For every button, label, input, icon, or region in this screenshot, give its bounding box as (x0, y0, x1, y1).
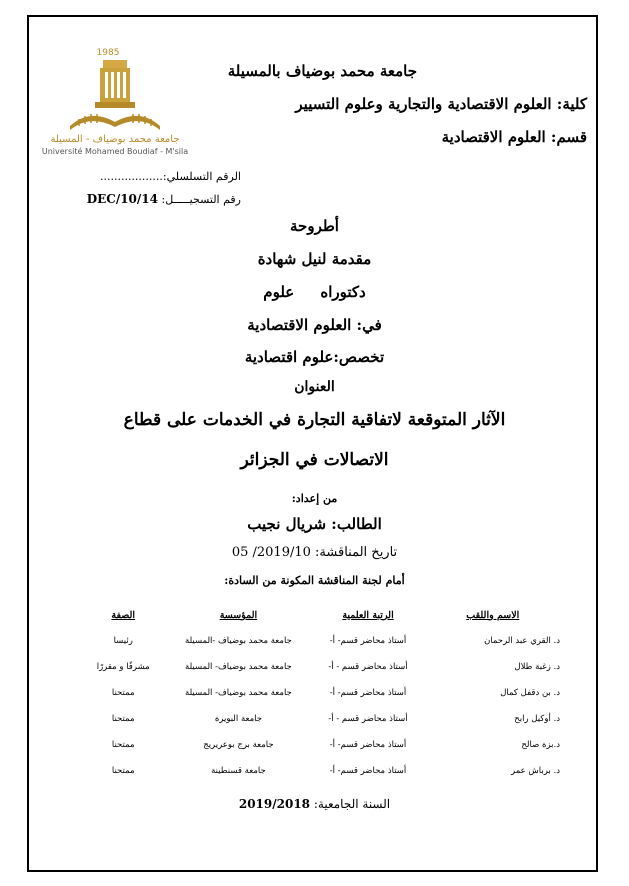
jury-role: ممتحنا (111, 766, 135, 776)
committee-intro: أمام لجنة المناقشة المكونة من السادة: (224, 574, 405, 587)
jury-institution: جامعة محمد بوضياف- المسيلة (185, 688, 292, 698)
thesis-degree: دكتوراه علوم (263, 283, 366, 301)
jury-role: مشرفًا و مقررًا (96, 662, 150, 672)
logo-arabic-name: جامعة محمد بوضياف - المسيلة (50, 134, 180, 145)
jury-role: ممتحنا (111, 688, 135, 698)
university-logo (40, 48, 190, 158)
table-row (80, 758, 560, 784)
logo-emblem-icon (65, 56, 165, 134)
table-row (80, 680, 560, 706)
jury-rank: أستاذ محاضر قسم- أ- (329, 636, 407, 646)
serial-label: الرقم التسلسلي: (162, 170, 241, 183)
student-name: الطالب: شريال نجيب (247, 515, 382, 533)
serial-number (100, 170, 241, 183)
university-name: جامعة محمد بوضياف بالمسيلة (227, 62, 417, 80)
jury-rank: أستاذ محاضر قسم - أ- (328, 714, 408, 724)
academic-year (0, 797, 629, 811)
jury-name: د. بن دقفل كمال (500, 688, 560, 698)
jury-rank: أستاذ محاضر قسم- أ- (329, 740, 407, 750)
header-institution: المؤسسة (219, 609, 258, 621)
table-row (80, 654, 560, 680)
jury-role: ممتحنا (111, 714, 135, 724)
thesis-submitted: مقدمة لنيل شهادة (257, 250, 372, 268)
faculty-name: كلية: العلوم الاقتصادية والتجارية وعلوم التسيير (295, 95, 587, 113)
defense-date (0, 545, 629, 560)
prepared-by: من إعداد: (291, 492, 338, 505)
jury-name: د. زغبة طلال (514, 662, 560, 672)
serial-dots: .................. (99, 170, 163, 183)
jury-rank: أستاذ محاضر قسم- أ- (329, 766, 407, 776)
jury-institution: جامعة قسنطينة (211, 766, 266, 776)
thesis-field: في: العلوم الاقتصادية (247, 316, 382, 334)
department-name: قسم: العلوم الاقتصادية (441, 128, 587, 146)
jury-institution: جامعة محمد بوضياف -المسيلة (185, 636, 292, 646)
jury-rank: أستاذ محاضر قسم - أ- (328, 662, 408, 672)
thesis-specialty: تخصص:علوم اقتصادية (244, 348, 385, 366)
jury-name: د.بزة صالح (521, 740, 560, 750)
thesis-title-line-1: الآثار المتوقعة لاتفاقية التجارة في الخدمات على قطاع (123, 410, 506, 430)
table-row (80, 732, 560, 758)
jury-institution: جامعة البويرة (214, 714, 263, 724)
jury-institution: جامعة برج بوعريريج (203, 740, 274, 750)
jury-name: د. برباش عمر (511, 766, 560, 776)
header-name: الاسم واللقب (466, 609, 520, 621)
academic-year-label: السنة الجامعية: (313, 797, 391, 811)
registration-label: رقم التسجيـــــل: (161, 193, 241, 206)
academic-year-value: 2019/2018 (238, 797, 311, 811)
thesis-type: أطروحة (290, 217, 339, 235)
registration-value: DEC/10/14 (86, 192, 158, 206)
jury-rank: أستاذ محاضر قسم- أ- (329, 688, 407, 698)
header-role: الصفة (111, 609, 136, 621)
defense-date-value: 05 /2019/10 (231, 545, 311, 560)
title-label: العنوان (294, 379, 335, 395)
logo-french-name: Université Mohamed Boudiaf - M'sila (41, 147, 189, 156)
jury-role: ممتحنا (111, 740, 135, 750)
registration-number (87, 192, 241, 206)
jury-table (80, 608, 560, 784)
jury-name: د. القري عبد الرحمان (484, 636, 560, 646)
defense-label: تاريخ المناقشة: (315, 545, 398, 560)
jury-name: د. أوكيل رابح (514, 714, 560, 724)
jury-header-row (80, 608, 560, 628)
table-row (80, 706, 560, 732)
logo-year: 1985 (96, 48, 120, 58)
header-rank: الرتبة العلمية (342, 609, 394, 621)
thesis-title-line-2: الاتصالات في الجزائر (240, 450, 389, 470)
jury-institution: جامعة محمد بوضياف- المسيلة (185, 662, 292, 672)
jury-role: رئيسا (113, 636, 133, 646)
table-row (80, 628, 560, 654)
